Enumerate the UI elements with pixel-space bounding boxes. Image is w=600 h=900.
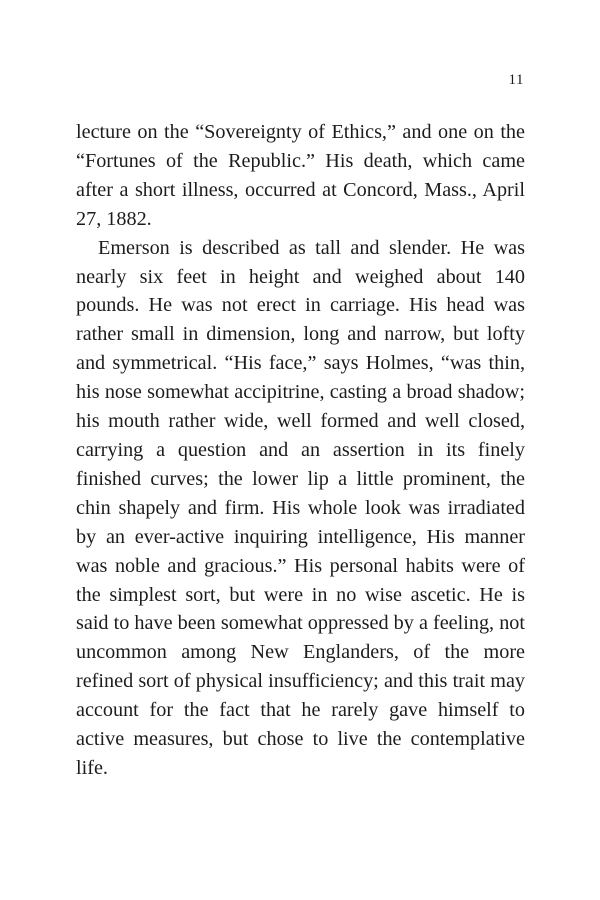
page-number: 11 [508, 72, 524, 88]
paragraph-continuation: lecture on the “Sovereignty of Ethics,” and one on the “Fortunes of the Republic.” His death, which came after a short illness, occurred at Concord, Mass., April 27, 1882. [76, 121, 525, 230]
paragraph-emerson-description: Emerson is described as tall and slender. He was nearly six feet in height and weighed about 140 pounds. He was not erect in carriage. His head was rather small in dimension, long and narrow, but lofty and symmetrical. “His face,” says Holmes, “was thin, his nose somewhat accipitrine, casting a broad shadow; his mouth rather wide, well formed and well closed, carrying a question and an assertion in its finely finished curves; the lower lip a little prominent, the chin shapely and firm. His whole look was irradiated by an ever-active inquiring intelligence, His manner was noble and gracious.” His personal habits were of the simplest sort, but were in no wise ascetic. He is said to have been somewhat oppressed by a feeling, not uncommon among New Englanders, of the more refined sort of physical insufficiency; and this trait may account for the fact that he rarely gave himself to active measures, but chose to live the contemplative life. [76, 236, 525, 779]
body-text [76, 118, 525, 783]
